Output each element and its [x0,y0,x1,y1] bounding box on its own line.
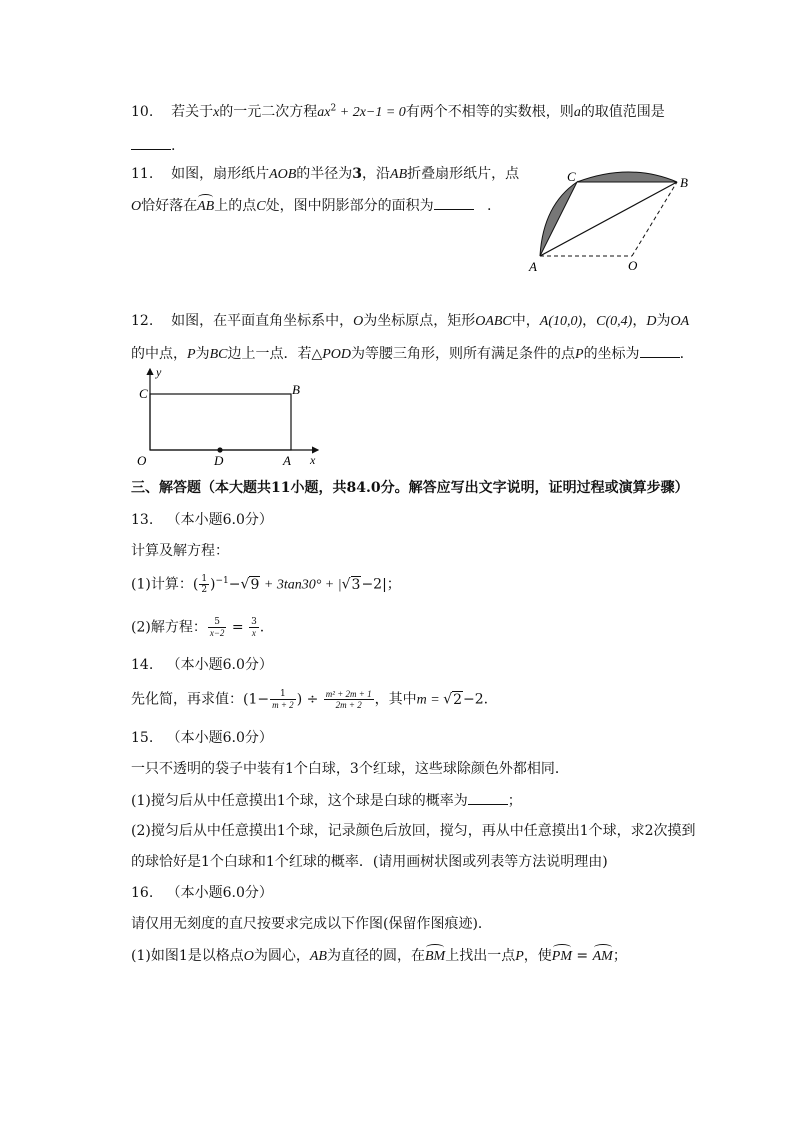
arc-ab: AB [197,197,214,217]
section-heading: 三、解答题（本大题共11小题，共84.0分。解答应写出文字说明，证明过程或演算步骤） [131,480,689,496]
radius-ob [632,182,677,256]
point-d [217,447,222,452]
q13-number: 13. [131,512,154,528]
q15-part1: (1)搅匀后从中任意摸出1个球，这个球是白球的概率为 ； [131,790,522,811]
q16-intro: 请仅用无刻度的直尺按要求完成以下作图(保留作图痕迹)． [131,916,492,932]
q15-number: 15. [131,730,154,746]
label-b: B [292,382,300,397]
q13-intro: 计算及解方程： [131,543,229,559]
q11-number: 11. [131,166,154,182]
q10-number: 10. [131,104,154,120]
arc-am: AM [593,947,613,967]
q11-line1: 11. 如图，扇形纸片AOB的半径为3，沿AB折叠扇形纸片，点 [131,166,520,182]
q16-part1: (1)如图1是以格点O为圆心，AB为直径的圆，在BM上找出一点P，使PM = AM； [131,946,627,967]
q11-line2: O恰好落在AB上的点C处，图中阴影部分的面积为 . [131,195,491,217]
q15-part2-line2: 的球恰好是1个白球和1个红球的概率．(请用画树状图或列表等方法说明理由) [131,854,608,870]
q12-number: 12. [131,313,154,329]
q12-line2: 的中点，P为BC边上一点．若△POD为等腰三角形，则所有满足条件的点P的坐标为 . [131,343,684,365]
label-c: C [139,386,148,401]
q15-header: 15. （本小题6.0分） [131,730,273,746]
arc-pm: PM [552,947,572,967]
q13-part2: (2)解方程： $\frac{5}{x-2}$ = $\frac{3}{x}$ . [131,617,265,638]
q14-header: 14. （本小题6.0分） [131,657,273,673]
label-b: B [680,175,688,190]
q11-sector-figure [525,165,705,277]
q14-number: 14. [131,657,154,673]
q12-line1: 12. 如图，在平面直角坐标系中，O为坐标原点，矩形OABC中，A(10,0)，C(0,4)，D为OA [131,313,690,329]
label-a: A [529,259,537,274]
q15-answer-blank[interactable] [468,790,508,805]
q15-part2-line1: (2)搅匀后从中任意摸出1个球，记录颜色后放回，搅匀，再从中任意摸出1个球，求2次摸到 [131,823,696,839]
q10-answer-blank[interactable] [131,135,171,150]
label-o: O [628,258,638,273]
arc-bm: BM [425,947,445,967]
shaded-region-ac [540,182,577,256]
q12-rectangle-figure [128,365,328,471]
q13-part1: (1)计算：( $\frac{1}{2}$ )$^{-1}$−√9 + 3tan30° + |√3−2|； [131,574,401,595]
q16-number: 16. [131,885,154,901]
q14-expression: 先化简，再求值：(1− $\frac{1}{m + 2}$ ) ÷ $\frac{\text{m² + 2m + 1}}{2m + 2}$ ，其中m = √2−2. [131,689,489,710]
label-x: x [310,453,316,467]
label-c: C [567,169,576,184]
label-a: A [283,453,291,468]
shaded-region-cb [577,172,677,182]
q10-line1: 10. 若关于x的一元二次方程$ax^2 + 2x-1 = 0$有两个不相等的实数根，则a的取值范围是 [131,103,665,120]
q11-answer-blank[interactable] [434,195,474,210]
q10-line2: . [131,135,175,156]
q16-header: 16. （本小题6.0分） [131,885,273,901]
q15-intro: 一只不透明的袋子中装有1个白球，3个红球，这些球除颜色外都相同． [131,761,569,777]
q13-header: 13. （本小题6.0分） [131,512,273,528]
chord-ab [540,182,677,256]
label-d: D [214,453,224,468]
label-o: O [137,453,147,468]
label-y: y [156,365,162,379]
rectangle-oabc [150,394,291,450]
q12-answer-blank[interactable] [640,343,680,358]
